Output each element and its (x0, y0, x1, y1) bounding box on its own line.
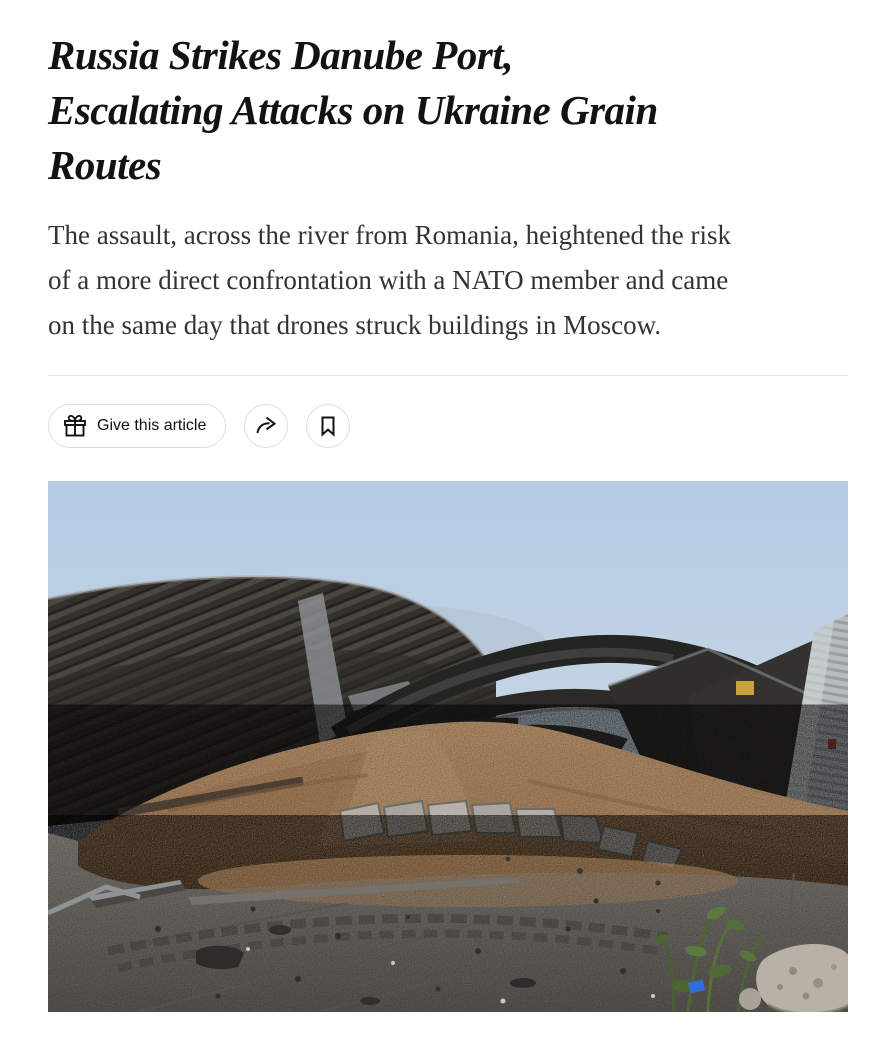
section-divider (48, 375, 848, 376)
summary-line: on the same day that drones struck buildings in Moscow. (48, 310, 662, 340)
share-arrow-icon (253, 413, 279, 439)
summary-line: of a more direct confrontation with a NATO member and came (48, 265, 729, 295)
article-summary (48, 213, 848, 348)
summary-line: The assault, across the river from Romania, heightened the risk (48, 220, 732, 250)
share-button[interactable] (244, 404, 288, 448)
headline-line: Escalating Attacks on Ukraine Grain (48, 87, 658, 133)
save-bookmark-button[interactable] (306, 404, 350, 448)
article-page (48, 28, 848, 1012)
headline-line: Routes (48, 142, 162, 188)
bookmark-icon (316, 414, 340, 438)
gift-icon (62, 413, 88, 439)
article-headline (48, 28, 848, 193)
article-toolbar (48, 404, 848, 448)
article-photo (48, 481, 848, 1012)
give-this-article-button[interactable] (48, 404, 226, 448)
headline-line: Russia Strikes Danube Port, (48, 32, 513, 78)
give-this-article-label: Give this article (97, 417, 207, 434)
